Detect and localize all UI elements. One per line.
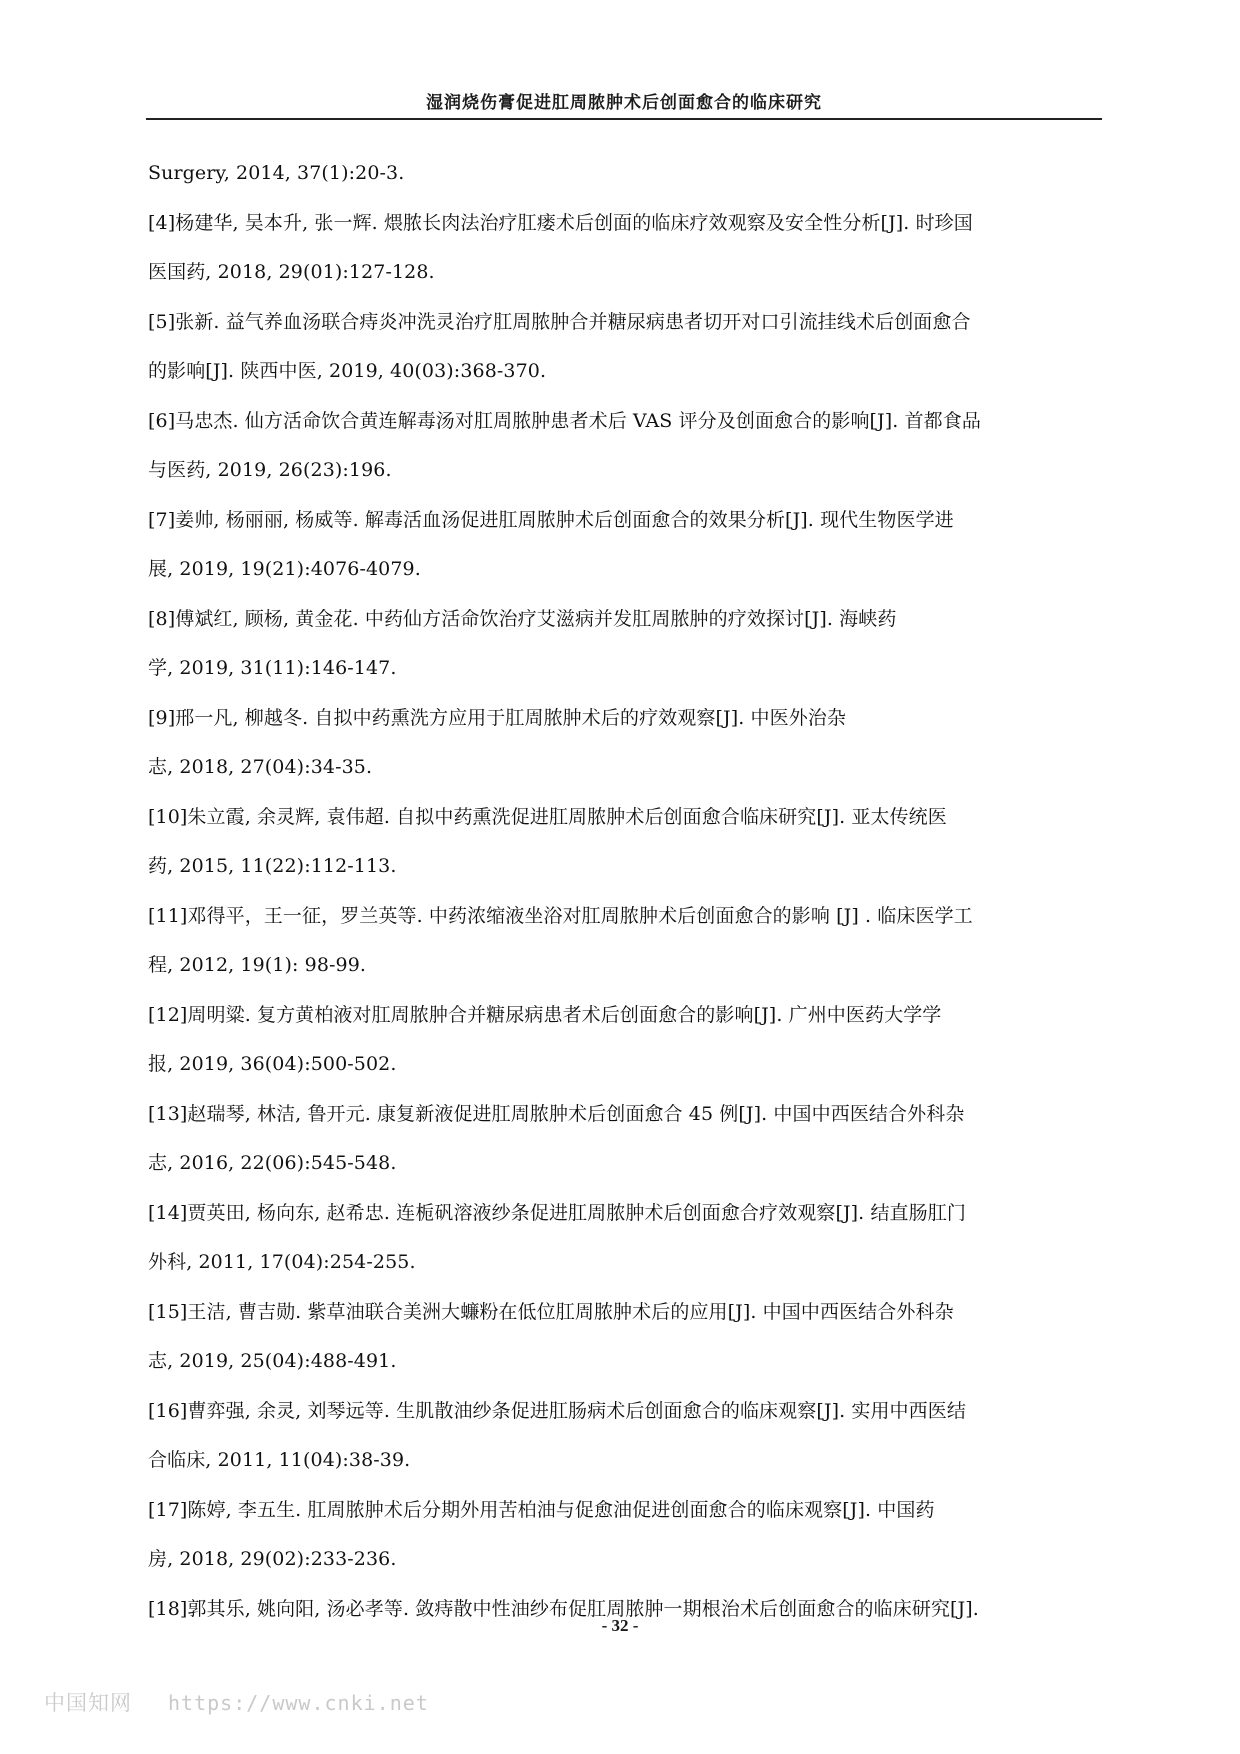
reference-line: 与医药, 2019, 26(23):196. xyxy=(148,459,392,481)
reference-line: 房, 2018, 29(02):233-236. xyxy=(148,1548,397,1570)
reference-line: 展, 2019, 19(21):4076-4079. xyxy=(148,558,421,580)
reference-line: [5]张新. 益气养血汤联合痔炎冲洗灵治疗肛周脓肿合并糖尿病患者切开对口引流挂线术后创面愈合 xyxy=(148,310,971,333)
reference-line: 医国药, 2018, 29(01):127-128. xyxy=(148,261,435,283)
reference-line: [8]傅斌红, 顾杨, 黄金花. 中药仙方活命饮治疗艾滋病并发肛周脓肿的疗效探讨[J]. 海峡药 xyxy=(148,607,897,630)
cnki-watermark xyxy=(44,1687,429,1717)
reference-line: 外科, 2011, 17(04):254-255. xyxy=(148,1251,416,1273)
reference-line: [6]马忠杰. 仙方活命饮合黄连解毒汤对肛周脓肿患者术后 VAS 评分及创面愈合的影响[J]. 首都食品 xyxy=(148,409,981,432)
reference-line: [18]郭其乐, 姚向阳, 汤必孝等. 敛痔散中性油纱布促肛周脓肿一期根治术后创面愈合的临床研究[J]. xyxy=(148,1597,979,1620)
reference-line: 报, 2019, 36(04):500-502. xyxy=(148,1053,397,1075)
reference-line: Surgery, 2014, 37(1):20-3. xyxy=(148,162,405,184)
reference-line: 药, 2015, 11(22):112-113. xyxy=(148,855,397,877)
reference-line: [11]邓得平，王一征，罗兰英等. 中药浓缩液坐浴对肛周脓肿术后创面愈合的影响 [J] . 临床医学工 xyxy=(148,904,973,927)
reference-list xyxy=(148,158,1098,1643)
reference-line: [9]邢一凡, 柳越冬. 自拟中药熏洗方应用于肛周脓肿术后的疗效观察[J]. 中医外治杂 xyxy=(148,706,846,729)
reference-line: 志, 2016, 22(06):545-548. xyxy=(148,1152,397,1174)
reference-line: 程, 2012, 19(1): 98-99. xyxy=(148,954,367,976)
reference-line: [7]姜帅, 杨丽丽, 杨威等. 解毒活血汤促进肛周脓肿术后创面愈合的效果分析[J]. 现代生物医学进 xyxy=(148,508,954,531)
reference-line: [15]王洁, 曹吉勋. 紫草油联合美洲大蠊粉在低位肛周脓肿术后的应用[J]. 中国中西医结合外科杂 xyxy=(148,1300,954,1323)
reference-line: [16]曹弈强, 余灵, 刘琴远等. 生肌散油纱条促进肛肠病术后创面愈合的临床观察[J]. 实用中西医结 xyxy=(148,1399,966,1422)
watermark-url: https://www.cnki.net xyxy=(168,1691,429,1715)
reference-line: [4]杨建华, 吴本升, 张一辉. 煨脓长肉法治疗肛瘘术后创面的临床疗效观察及安全性分析[J]. 时珍国 xyxy=(148,211,973,234)
reference-line: [10]朱立霞, 余灵辉, 袁伟超. 自拟中药熏洗促进肛周脓肿术后创面愈合临床研究[J]. 亚太传统医 xyxy=(148,805,947,828)
header-rule xyxy=(146,118,1102,120)
reference-line: 学, 2019, 31(11):146-147. xyxy=(148,657,397,679)
running-title: 湿润烧伤膏促进肛周脓肿术后创面愈合的临床研究 xyxy=(426,93,822,113)
watermark-site-name: 中国知网 xyxy=(44,1691,132,1715)
reference-line: 合临床, 2011, 11(04):38-39. xyxy=(148,1449,411,1471)
reference-line: 的影响[J]. 陕西中医, 2019, 40(03):368-370. xyxy=(148,360,547,382)
reference-line: [13]赵瑞琴, 林洁, 鲁开元. 康复新液促进肛周脓肿术后创面愈合 45 例[J]. 中国中西医结合外科杂 xyxy=(148,1102,965,1125)
reference-line: 志, 2019, 25(04):488-491. xyxy=(148,1350,397,1372)
reference-line: [12]周明粱. 复方黄柏液对肛周脓肿合并糖尿病患者术后创面愈合的影响[J]. 广州中医药大学学 xyxy=(148,1003,942,1026)
reference-line: [14]贾英田, 杨向东, 赵希忠. 连栀矾溶液纱条促进肛周脓肿术后创面愈合疗效观察[J]. 结直肠肛门 xyxy=(148,1201,966,1224)
reference-line: [17]陈婷, 李五生. 肛周脓肿术后分期外用苦柏油与促愈油促进创面愈合的临床观察[J]. 中国药 xyxy=(148,1498,935,1521)
page-number: - 32 - xyxy=(601,1616,639,1635)
reference-line: 志, 2018, 27(04):34-35. xyxy=(148,756,373,778)
